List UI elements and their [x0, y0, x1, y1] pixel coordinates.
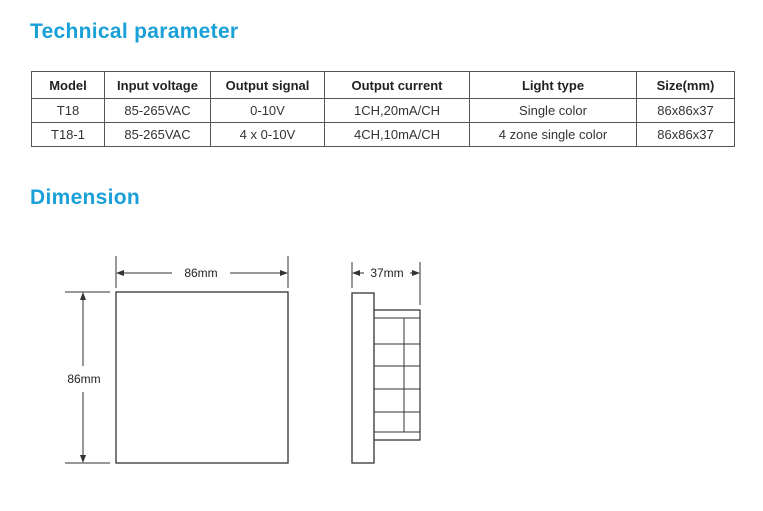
side-view-plate: [352, 293, 374, 463]
cell-light-type: Single color: [470, 99, 637, 123]
technical-parameter-title: Technical parameter: [30, 20, 239, 43]
header-output-signal: Output signal: [211, 72, 325, 99]
cell-size: 86x86x37: [637, 99, 735, 123]
depth-arrow-right: [412, 270, 420, 276]
header-input-voltage: Input voltage: [105, 72, 211, 99]
cell-input-voltage: 85-265VAC: [105, 99, 211, 123]
width-arrow-right: [280, 270, 288, 276]
height-arrow-bottom: [80, 455, 86, 463]
cell-size: 86x86x37: [637, 123, 735, 147]
width-label: 86mm: [184, 266, 218, 280]
cell-model: T18-1: [32, 123, 105, 147]
cell-model: T18: [32, 99, 105, 123]
cell-input-voltage: 85-265VAC: [105, 123, 211, 147]
front-view-outline: [116, 292, 288, 463]
side-view-body: [374, 310, 420, 440]
cell-output-current: 4CH,10mA/CH: [325, 123, 470, 147]
depth-label: 37mm: [370, 266, 404, 280]
width-arrow-left: [116, 270, 124, 276]
height-arrow-top: [80, 292, 86, 300]
header-light-type: Light type: [470, 72, 637, 99]
cell-output-signal: 0-10V: [211, 99, 325, 123]
cell-output-current: 1CH,20mA/CH: [325, 99, 470, 123]
depth-arrow-left: [352, 270, 360, 276]
header-model: Model: [32, 72, 105, 99]
side-view-inner: [374, 318, 404, 432]
height-label: 86mm: [67, 372, 101, 386]
header-size: Size(mm): [637, 72, 735, 99]
cell-light-type: 4 zone single color: [470, 123, 637, 147]
header-output-current: Output current: [325, 72, 470, 99]
cell-output-signal: 4 x 0-10V: [211, 123, 325, 147]
dimension-title: Dimension: [30, 186, 141, 209]
